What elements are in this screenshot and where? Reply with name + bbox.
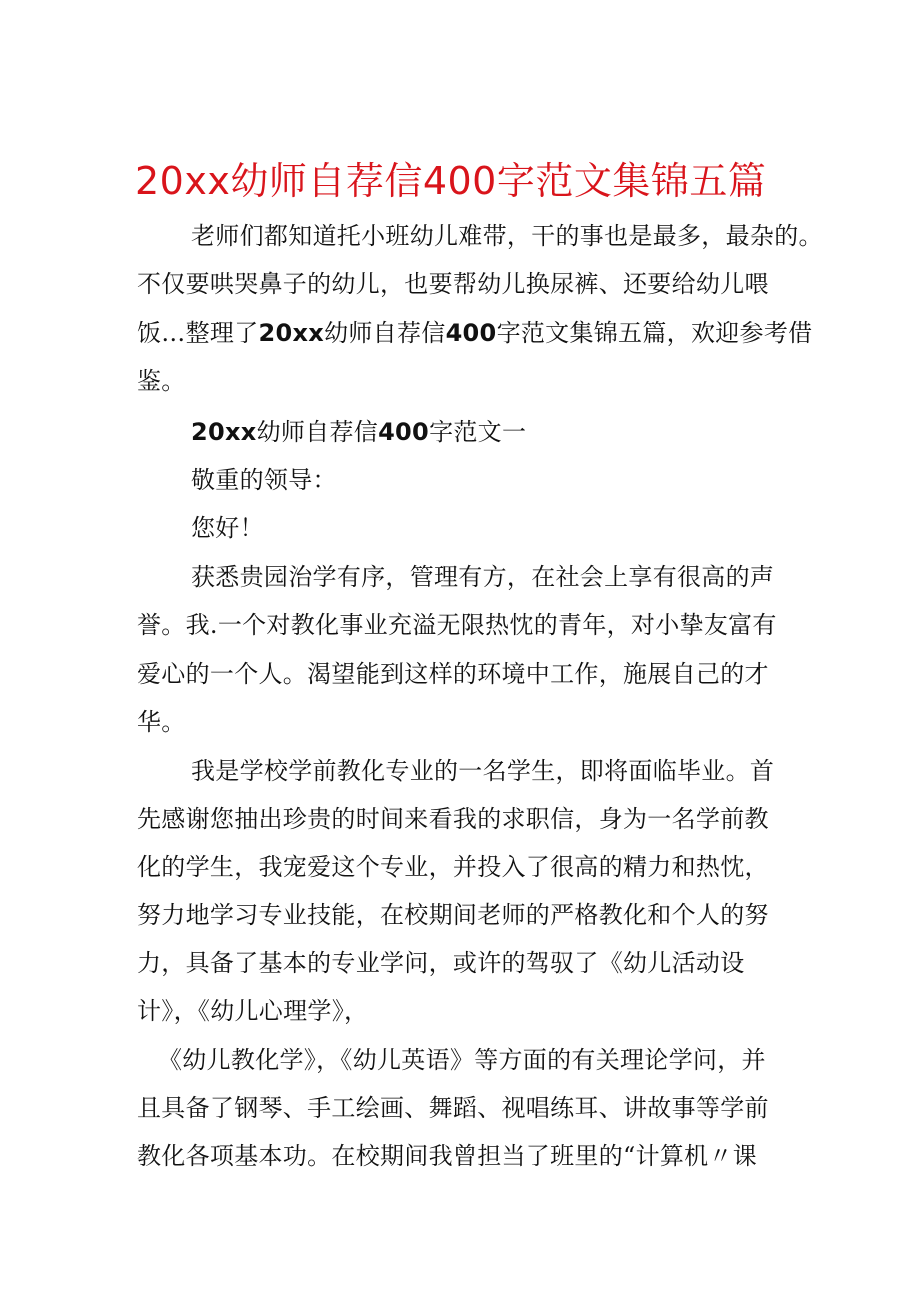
- intro-count: 400: [445, 319, 497, 347]
- intro-line-4: 鉴。: [137, 367, 186, 395]
- section1-heading: [191, 415, 526, 449]
- document-title: 20xx幼师自荐信400字范文集锦五篇: [135, 159, 767, 203]
- heading-text-a: 幼师自荐信: [256, 418, 379, 446]
- intro-line-1: 老师们都知道托小班幼儿难带，干的事也是最多，最杂的。: [191, 222, 823, 250]
- intro-line-3: [137, 316, 812, 350]
- intro-line-3-c: 字范文集锦五篇，欢迎参考借: [496, 319, 813, 347]
- p1-line-3: 爱心的一个人。渴望能到这样的环境中工作，施展自己的才: [137, 660, 769, 688]
- intro-line-3-b: 幼师自荐信: [324, 319, 446, 347]
- p2-line-8: 且具备了钢琴、手工绘画、舞蹈、视唱练耳、讲故事等学前: [137, 1094, 769, 1122]
- p2-line-1: 我是学校学前教化专业的一名学生，即将面临毕业。首: [191, 757, 775, 785]
- p2-line-4: 努力地学习专业技能，在校期间老师的严格教化和个人的努: [137, 901, 769, 929]
- hello: 您好！: [191, 514, 264, 542]
- p2-line-5: 力，具备了基本的专业学问，或许的驾驭了《幼儿活动设: [137, 949, 745, 977]
- p1-line-1: 获悉贵园治学有序，管理有方，在社会上享有很高的声: [191, 563, 775, 591]
- heading-year: 20xx: [191, 418, 257, 446]
- intro-line-2: 不仅要哄哭鼻子的幼儿，也要帮幼儿换尿裤、还要给幼儿喂: [137, 270, 769, 298]
- greeting: 敬重的领导：: [191, 466, 337, 494]
- p2-line-7: 《幼儿教化学》，《幼儿英语》等方面的有关理论学问，并: [158, 1046, 766, 1074]
- p2-line-3: 化的学生，我宠爱这个专业，并投入了很高的精力和热忱，: [137, 853, 769, 881]
- p2-line-2: 先感谢您抽出珍贵的时间来看我的求职信，身为一名学前教: [137, 805, 769, 833]
- heading-count: 400: [378, 418, 430, 446]
- heading-text-b: 字范文一: [429, 418, 527, 446]
- p2-line-9: 教化各项基本功。在校期间我曾担当了班里的“计算机〃课: [137, 1142, 758, 1170]
- p1-line-4: 华。: [137, 708, 186, 736]
- intro-line-3-a: 饭…整理了: [137, 319, 259, 347]
- intro-year: 20xx: [258, 319, 325, 347]
- p1-line-2: 誉。我.一个对教化事业充溢无限热忱的青年，对小挚友富有: [137, 611, 777, 639]
- p2-line-6: 计》，《幼儿心理学》，: [137, 997, 369, 1025]
